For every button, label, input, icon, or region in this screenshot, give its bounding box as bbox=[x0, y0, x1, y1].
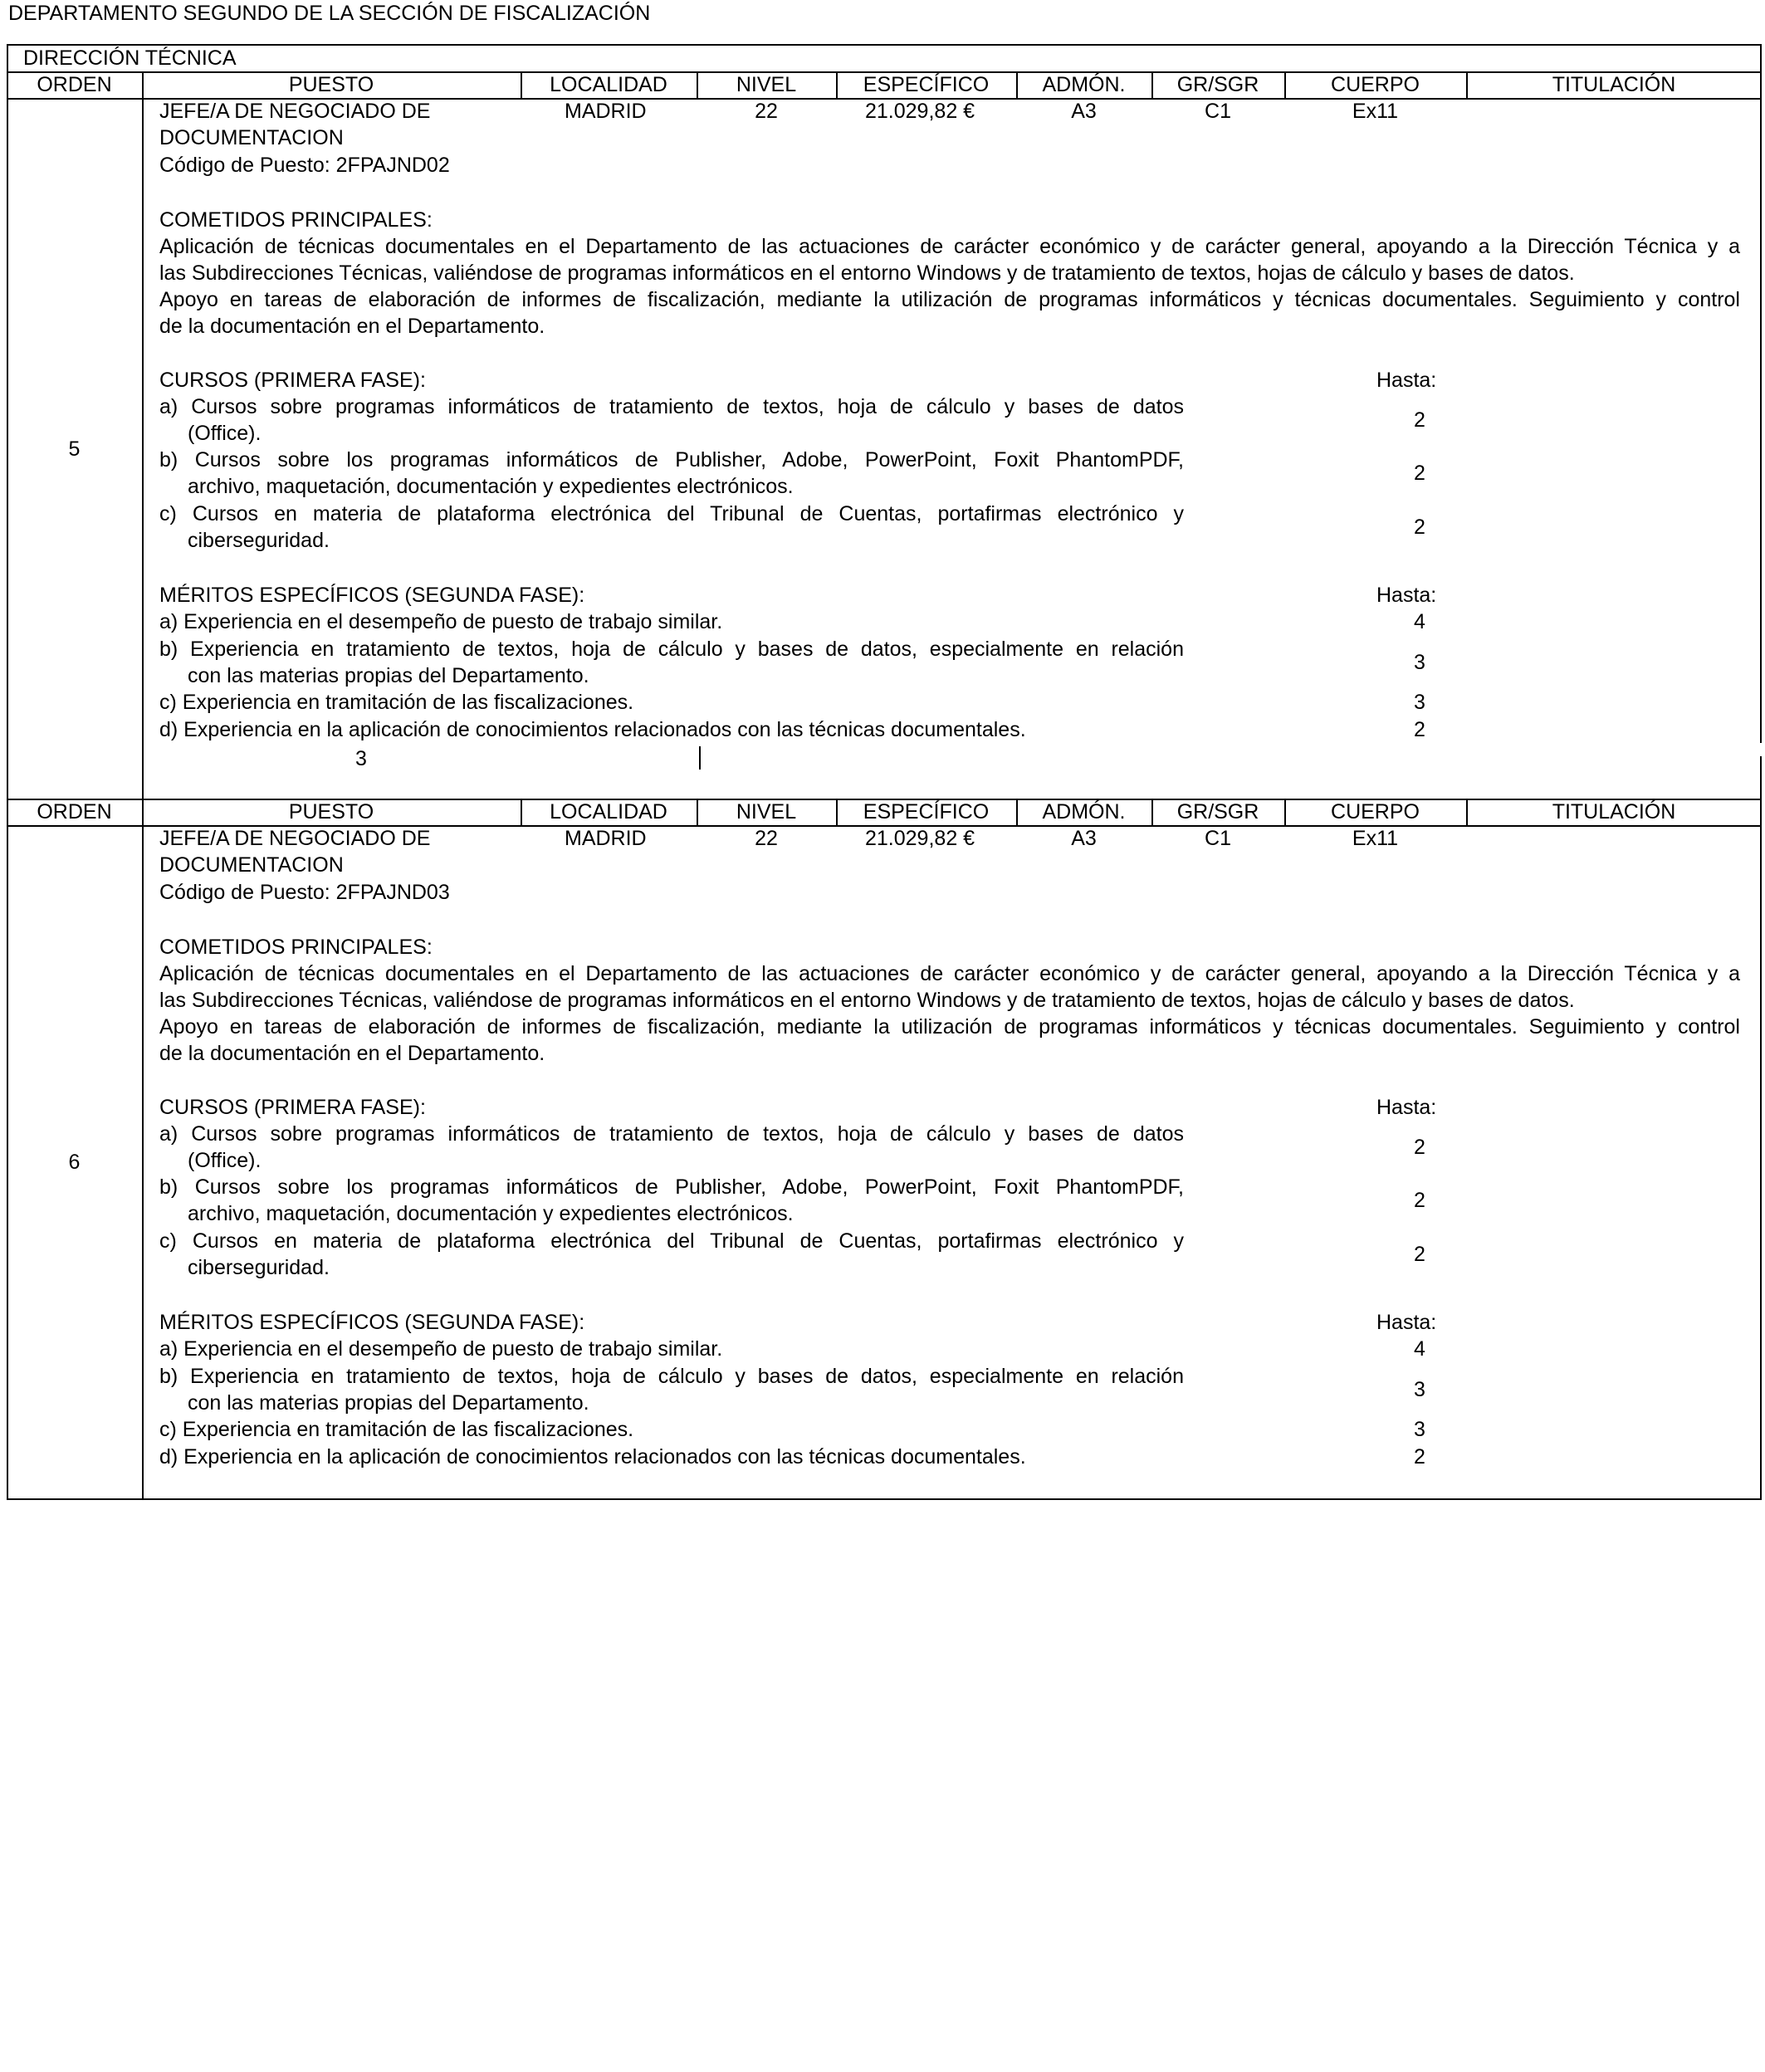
cometidos-heading: COMETIDOS PRINCIPALES: bbox=[159, 208, 433, 232]
admon-value: A3 bbox=[1071, 827, 1097, 850]
header-localidad: LOCALIDAD bbox=[550, 73, 667, 96]
merito-points: 2 bbox=[1414, 718, 1425, 741]
item-line: b) Experiencia en tratamiento de textos, hoja de cálculo y bases de datos, especialmente en relación bbox=[159, 1365, 1184, 1388]
grsgr-value: C1 bbox=[1205, 827, 1231, 850]
page-title: DEPARTAMENTO SEGUNDO DE LA SECCIÓN DE FISCALIZACIÓN bbox=[8, 2, 651, 25]
hasta-label: Hasta: bbox=[1376, 584, 1437, 607]
text-line: Aplicación de técnicas documentales en el Departamento de las actuaciones de carácter económico y de carácter general, apoyando a la Dirección Técnica y a bbox=[159, 962, 1740, 985]
curso-points: 2 bbox=[1414, 408, 1425, 432]
header-grsgr: GR/SGR bbox=[1176, 73, 1259, 96]
cuerpo-value: Ex11 bbox=[1352, 827, 1399, 850]
item-line: archivo, maquetación, documentación y expedientes electrónicos. bbox=[188, 1202, 794, 1225]
header-titulacion: TITULACIÓN bbox=[1552, 800, 1676, 823]
merito-points: 3 bbox=[1414, 691, 1425, 714]
column-divider bbox=[142, 799, 144, 1500]
merito-points: 3 bbox=[1414, 651, 1425, 674]
cometidos-text bbox=[159, 960, 1740, 1067]
column-divider bbox=[142, 71, 144, 810]
text-line: de la documentación en el Departamento. bbox=[159, 315, 545, 338]
merito-item bbox=[159, 1363, 1184, 1416]
hasta-label: Hasta: bbox=[1376, 1096, 1437, 1119]
section-title: DIRECCIÓN TÉCNICA bbox=[23, 46, 237, 70]
item-line: con las materias propias del Departamento. bbox=[188, 1391, 589, 1415]
puesto-title: JEFE/A DE NEGOCIADO DE bbox=[159, 827, 431, 850]
grsgr-value: C1 bbox=[1205, 100, 1231, 123]
admon-value: A3 bbox=[1071, 100, 1097, 123]
orden-value: 6 bbox=[68, 1151, 81, 1174]
header-orden: ORDEN bbox=[37, 800, 112, 823]
item-line: b) Cursos sobre los programas informáticos de Publisher, Adobe, PowerPoint, Foxit PhantomPDF, bbox=[159, 448, 1184, 472]
text-line: Apoyo en tareas de elaboración de informes de fiscalización, mediante la utilización de programas informáticos y técnicas documentales. Seguimiento y control bbox=[159, 288, 1740, 311]
puesto-title: DOCUMENTACION bbox=[159, 126, 344, 149]
curso-item bbox=[159, 1174, 1184, 1227]
localidad-value: MADRID bbox=[565, 827, 647, 850]
curso-points: 2 bbox=[1414, 462, 1425, 485]
item-line: c) Cursos en materia de plataforma electrónica del Tribunal de Cuentas, portafirmas electrónico y bbox=[159, 1229, 1184, 1253]
merito-points: 3 bbox=[1414, 1378, 1425, 1401]
hasta-label: Hasta: bbox=[1376, 369, 1437, 392]
text-line: Apoyo en tareas de elaboración de informes de fiscalización, mediante la utilización de programas informáticos y técnicas documentales. Seguimiento y control bbox=[159, 1015, 1740, 1038]
merito-item bbox=[159, 636, 1184, 689]
cometidos-text bbox=[159, 233, 1740, 340]
header-especifico: ESPECÍFICO bbox=[863, 73, 990, 96]
nivel-value: 22 bbox=[755, 827, 778, 850]
header-cuerpo: CUERPO bbox=[1331, 800, 1420, 823]
merito-points: 3 bbox=[1414, 1418, 1425, 1441]
puesto-code: Código de Puesto: 2FPAJND03 bbox=[159, 881, 450, 904]
cuerpo-value: Ex11 bbox=[1352, 100, 1399, 123]
puesto-title: JEFE/A DE NEGOCIADO DE bbox=[159, 100, 431, 123]
curso-points: 2 bbox=[1414, 1136, 1425, 1159]
hasta-label: Hasta: bbox=[1376, 1311, 1437, 1334]
curso-points: 2 bbox=[1414, 516, 1425, 539]
orden-value: 5 bbox=[68, 437, 81, 461]
puesto-title: DOCUMENTACION bbox=[159, 853, 344, 877]
item-line: (Office). bbox=[188, 422, 262, 445]
header-grsgr: GR/SGR bbox=[1176, 800, 1259, 823]
item-line: b) Cursos sobre los programas informáticos de Publisher, Adobe, PowerPoint, Foxit PhantomPDF, bbox=[159, 1175, 1184, 1199]
merito-item: a) Experiencia en el desempeño de puesto de trabajo similar. bbox=[159, 610, 723, 633]
item-line: a) Cursos sobre programas informáticos de tratamiento de textos, hoja de cálculo y bases de datos bbox=[159, 395, 1184, 418]
curso-item bbox=[159, 1228, 1184, 1281]
stray-number: 3 bbox=[355, 747, 367, 770]
curso-points: 2 bbox=[1414, 1243, 1425, 1266]
header-admon: ADMÓN. bbox=[1042, 800, 1126, 823]
header-nivel: NIVEL bbox=[736, 800, 797, 823]
header-nivel: NIVEL bbox=[736, 73, 797, 96]
item-line: ciberseguridad. bbox=[188, 529, 330, 552]
header-cuerpo: CUERPO bbox=[1331, 73, 1420, 96]
header-especifico: ESPECÍFICO bbox=[863, 800, 990, 823]
stray-mark bbox=[699, 746, 701, 770]
item-line: archivo, maquetación, documentación y expedientes electrónicos. bbox=[188, 475, 794, 498]
item-line: (Office). bbox=[188, 1149, 262, 1172]
text-line: las Subdirecciones Técnicas, valiéndose de programas informáticos en el entorno Windows y de tratamiento de textos, hojas de cálculo y bases de datos. bbox=[159, 261, 1575, 285]
cursos-heading: CURSOS (PRIMERA FASE): bbox=[159, 1096, 426, 1119]
merito-points: 4 bbox=[1414, 610, 1425, 633]
header-titulacion: TITULACIÓN bbox=[1552, 73, 1676, 96]
merito-item: c) Experiencia en tramitación de las fiscalizaciones. bbox=[159, 691, 634, 714]
nivel-value: 22 bbox=[755, 100, 778, 123]
curso-item bbox=[159, 447, 1184, 500]
item-line: ciberseguridad. bbox=[188, 1256, 330, 1279]
text-line: las Subdirecciones Técnicas, valiéndose de programas informáticos en el entorno Windows y de tratamiento de textos, hojas de cálculo y bases de datos. bbox=[159, 989, 1575, 1012]
especifico-value: 21.029,82 € bbox=[865, 827, 975, 850]
item-line: con las materias propias del Departamento. bbox=[188, 664, 589, 687]
meritos-heading: MÉRITOS ESPECÍFICOS (SEGUNDA FASE): bbox=[159, 1311, 585, 1334]
curso-item bbox=[159, 501, 1184, 554]
item-line: b) Experiencia en tratamiento de textos, hoja de cálculo y bases de datos, especialmente en relación bbox=[159, 638, 1184, 661]
merito-points: 4 bbox=[1414, 1337, 1425, 1361]
cometidos-heading: COMETIDOS PRINCIPALES: bbox=[159, 936, 433, 959]
header-admon: ADMÓN. bbox=[1042, 73, 1126, 96]
header-puesto: PUESTO bbox=[288, 73, 374, 96]
header-orden: ORDEN bbox=[37, 73, 112, 96]
cursos-heading: CURSOS (PRIMERA FASE): bbox=[159, 369, 426, 392]
curso-points: 2 bbox=[1414, 1189, 1425, 1212]
curso-item bbox=[159, 1121, 1184, 1174]
merito-item: a) Experiencia en el desempeño de puesto de trabajo similar. bbox=[159, 1337, 723, 1361]
merito-item: c) Experiencia en tramitación de las fiscalizaciones. bbox=[159, 1418, 634, 1441]
especifico-value: 21.029,82 € bbox=[865, 100, 975, 123]
text-line: Aplicación de técnicas documentales en el Departamento de las actuaciones de carácter económico y de carácter general, apoyando a la Dirección Técnica y a bbox=[159, 235, 1740, 258]
curso-item bbox=[159, 393, 1184, 447]
text-line: de la documentación en el Departamento. bbox=[159, 1042, 545, 1065]
merito-points: 2 bbox=[1414, 1445, 1425, 1468]
merito-item: d) Experiencia en la aplicación de conocimientos relacionados con las técnicas documentales. bbox=[159, 1445, 1026, 1468]
puesto-code: Código de Puesto: 2FPAJND02 bbox=[159, 154, 450, 177]
meritos-heading: MÉRITOS ESPECÍFICOS (SEGUNDA FASE): bbox=[159, 584, 585, 607]
header-localidad: LOCALIDAD bbox=[550, 800, 667, 823]
localidad-value: MADRID bbox=[565, 100, 647, 123]
item-line: a) Cursos sobre programas informáticos de tratamiento de textos, hoja de cálculo y bases de datos bbox=[159, 1122, 1184, 1146]
item-line: c) Cursos en materia de plataforma electrónica del Tribunal de Cuentas, portafirmas electrónico y bbox=[159, 502, 1184, 525]
header-puesto: PUESTO bbox=[288, 800, 374, 823]
border-gap bbox=[1759, 743, 1765, 756]
merito-item: d) Experiencia en la aplicación de conocimientos relacionados con las técnicas documentales. bbox=[159, 718, 1026, 741]
